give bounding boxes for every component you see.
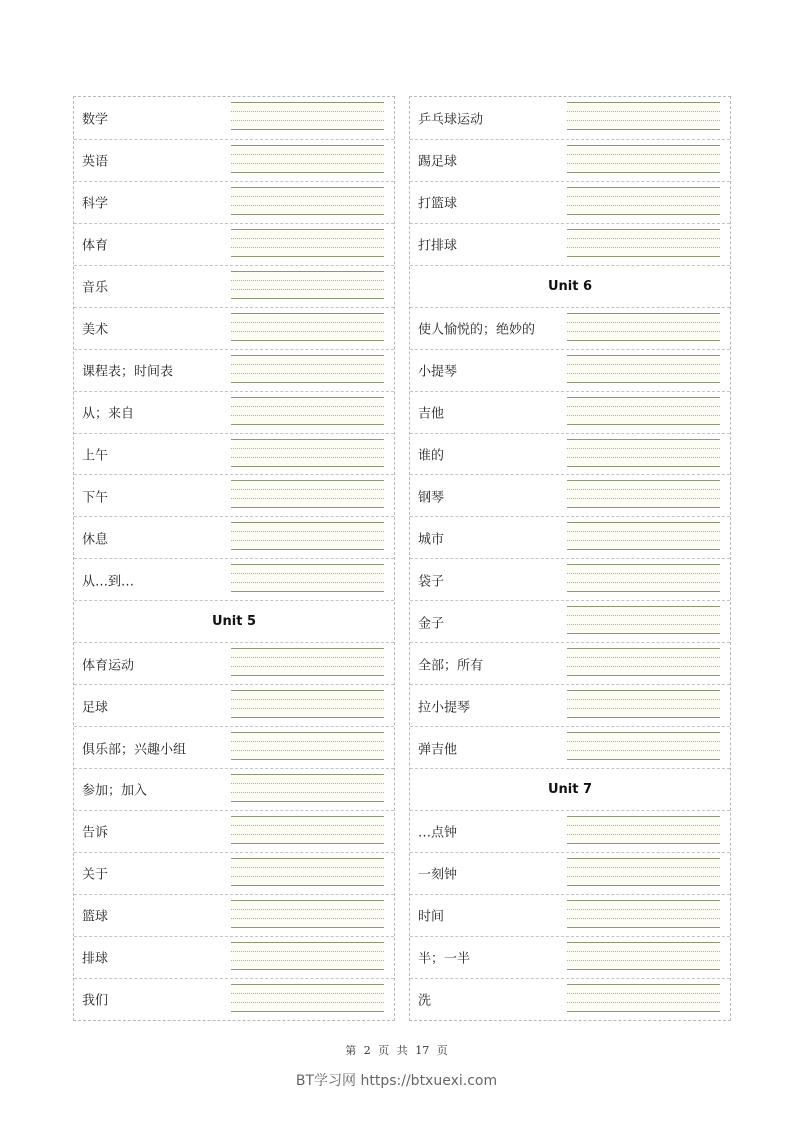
solid-guide-line xyxy=(231,145,384,146)
vocab-prompt: 从；来自 xyxy=(82,406,135,422)
dotted-guide-line xyxy=(567,415,720,416)
writing-lines[interactable] xyxy=(231,648,384,676)
dotted-guide-line xyxy=(231,876,384,877)
dotted-guide-line xyxy=(567,247,720,248)
vocab-row xyxy=(74,349,394,391)
solid-guide-line xyxy=(567,732,720,733)
writing-lines[interactable] xyxy=(231,355,384,383)
vocab-row xyxy=(410,516,730,558)
vocab-row xyxy=(410,474,730,516)
dotted-guide-line xyxy=(231,699,384,700)
vocab-row xyxy=(74,936,394,978)
writing-lines[interactable] xyxy=(567,480,720,508)
vocab-row xyxy=(74,558,394,600)
dotted-guide-line xyxy=(567,657,720,658)
solid-guide-line xyxy=(567,340,720,341)
dotted-guide-line xyxy=(231,373,384,374)
writing-lines[interactable] xyxy=(231,942,384,970)
solid-guide-line xyxy=(567,648,720,649)
dotted-guide-line xyxy=(231,708,384,709)
dotted-guide-line xyxy=(231,457,384,458)
site-watermark: BT学习网 https://btxuexi.com xyxy=(295,1073,498,1089)
dotted-guide-line xyxy=(231,657,384,658)
writing-lines[interactable] xyxy=(567,732,720,760)
vocab-row xyxy=(410,936,730,978)
vocab-prompt: 我们 xyxy=(82,993,109,1009)
vocab-row xyxy=(74,265,394,307)
vocab-row xyxy=(410,349,730,391)
vocab-prompt: 上午 xyxy=(82,448,109,464)
solid-guide-line xyxy=(567,129,720,130)
dotted-guide-line xyxy=(231,498,384,499)
solid-guide-line xyxy=(231,424,384,425)
solid-guide-line xyxy=(231,382,384,383)
dotted-guide-line xyxy=(231,825,384,826)
vocab-prompt: 打排球 xyxy=(418,238,458,254)
vocab-prompt: 使人愉悦的；绝妙的 xyxy=(418,322,536,338)
solid-guide-line xyxy=(567,214,720,215)
solid-guide-line xyxy=(231,858,384,859)
solid-guide-line xyxy=(231,214,384,215)
writing-lines[interactable] xyxy=(567,984,720,1012)
writing-lines[interactable] xyxy=(231,102,384,130)
solid-guide-line xyxy=(231,969,384,970)
writing-lines[interactable] xyxy=(567,229,720,257)
solid-guide-line xyxy=(231,466,384,467)
writing-lines[interactable] xyxy=(567,355,720,383)
solid-guide-line xyxy=(567,522,720,523)
solid-guide-line xyxy=(231,507,384,508)
solid-guide-line xyxy=(231,900,384,901)
solid-guide-line xyxy=(231,298,384,299)
dotted-guide-line xyxy=(231,582,384,583)
dotted-guide-line xyxy=(567,573,720,574)
dotted-guide-line xyxy=(567,238,720,239)
solid-guide-line xyxy=(231,102,384,103)
dotted-guide-line xyxy=(567,699,720,700)
dotted-guide-line xyxy=(567,834,720,835)
vocab-table-right xyxy=(409,96,731,1021)
vocab-prompt: 钢琴 xyxy=(418,490,445,506)
vocab-row xyxy=(74,852,394,894)
solid-guide-line xyxy=(567,984,720,985)
vocab-row xyxy=(74,642,394,684)
solid-guide-line xyxy=(567,187,720,188)
solid-guide-line xyxy=(231,759,384,760)
dotted-guide-line xyxy=(231,280,384,281)
vocab-prompt: 全部；所有 xyxy=(418,658,484,674)
solid-guide-line xyxy=(231,564,384,565)
dotted-guide-line xyxy=(231,289,384,290)
dotted-guide-line xyxy=(231,489,384,490)
dotted-guide-line xyxy=(231,993,384,994)
solid-guide-line xyxy=(567,382,720,383)
vocab-row xyxy=(410,181,730,223)
dotted-guide-line xyxy=(567,331,720,332)
dotted-guide-line xyxy=(567,951,720,952)
dotted-guide-line xyxy=(567,624,720,625)
unit-heading-row xyxy=(74,600,394,642)
dotted-guide-line xyxy=(567,163,720,164)
writing-lines[interactable] xyxy=(231,900,384,928)
dotted-guide-line xyxy=(231,331,384,332)
solid-guide-line xyxy=(567,927,720,928)
dotted-guide-line xyxy=(231,415,384,416)
dotted-guide-line xyxy=(231,406,384,407)
vocab-row xyxy=(410,852,730,894)
solid-guide-line xyxy=(567,942,720,943)
solid-guide-line xyxy=(567,424,720,425)
dotted-guide-line xyxy=(567,666,720,667)
solid-guide-line xyxy=(567,439,720,440)
dotted-guide-line xyxy=(231,909,384,910)
solid-guide-line xyxy=(567,397,720,398)
solid-guide-line xyxy=(231,984,384,985)
unit-heading: Unit 5 xyxy=(211,614,257,630)
solid-guide-line xyxy=(231,732,384,733)
dotted-guide-line xyxy=(567,406,720,407)
writing-lines[interactable] xyxy=(231,187,384,215)
dotted-guide-line xyxy=(231,531,384,532)
solid-guide-line xyxy=(231,271,384,272)
dotted-guide-line xyxy=(567,1002,720,1003)
dotted-guide-line xyxy=(231,783,384,784)
solid-guide-line xyxy=(231,774,384,775)
dotted-guide-line xyxy=(231,960,384,961)
vocab-prompt: 课程表；时间表 xyxy=(82,364,174,380)
dotted-guide-line xyxy=(231,867,384,868)
vocab-row xyxy=(410,978,730,1020)
solid-guide-line xyxy=(231,256,384,257)
vocab-row xyxy=(410,726,730,768)
solid-guide-line xyxy=(567,717,720,718)
writing-lines[interactable] xyxy=(231,858,384,886)
vocab-prompt: 数学 xyxy=(82,112,109,128)
dotted-guide-line xyxy=(567,373,720,374)
vocab-prompt: 小提琴 xyxy=(418,364,458,380)
vocab-row xyxy=(410,894,730,936)
vocab-row xyxy=(410,433,730,475)
dotted-guide-line xyxy=(231,163,384,164)
solid-guide-line xyxy=(567,759,720,760)
dotted-guide-line xyxy=(231,741,384,742)
vocab-row xyxy=(74,726,394,768)
vocab-row xyxy=(410,307,730,349)
solid-guide-line xyxy=(231,843,384,844)
solid-guide-line xyxy=(567,145,720,146)
vocab-prompt: 弹吉他 xyxy=(418,742,458,758)
dotted-guide-line xyxy=(567,531,720,532)
vocab-row xyxy=(410,684,730,726)
solid-guide-line xyxy=(231,1011,384,1012)
dotted-guide-line xyxy=(567,708,720,709)
solid-guide-line xyxy=(231,885,384,886)
solid-guide-line xyxy=(567,229,720,230)
solid-guide-line xyxy=(231,801,384,802)
dotted-guide-line xyxy=(567,111,720,112)
dotted-guide-line xyxy=(567,364,720,365)
solid-guide-line xyxy=(231,549,384,550)
solid-guide-line xyxy=(231,340,384,341)
writing-lines[interactable] xyxy=(231,480,384,508)
vocab-prompt: 体育 xyxy=(82,238,109,254)
vocab-row xyxy=(410,139,730,181)
solid-guide-line xyxy=(231,439,384,440)
solid-guide-line xyxy=(231,717,384,718)
dotted-guide-line xyxy=(567,876,720,877)
vocab-row xyxy=(74,684,394,726)
solid-guide-line xyxy=(231,522,384,523)
dotted-guide-line xyxy=(231,364,384,365)
writing-lines[interactable] xyxy=(567,522,720,550)
vocab-prompt: 金子 xyxy=(418,616,445,632)
vocab-row xyxy=(410,642,730,684)
vocab-row xyxy=(74,810,394,852)
dotted-guide-line xyxy=(567,448,720,449)
vocab-row xyxy=(74,768,394,810)
solid-guide-line xyxy=(567,969,720,970)
dotted-guide-line xyxy=(231,205,384,206)
dotted-guide-line xyxy=(231,238,384,239)
solid-guide-line xyxy=(567,606,720,607)
solid-guide-line xyxy=(567,313,720,314)
dotted-guide-line xyxy=(567,489,720,490)
vocab-prompt: 篮球 xyxy=(82,909,109,925)
solid-guide-line xyxy=(231,129,384,130)
solid-guide-line xyxy=(567,858,720,859)
solid-guide-line xyxy=(567,466,720,467)
writing-lines[interactable] xyxy=(231,984,384,1012)
vocab-prompt: 袋子 xyxy=(418,574,445,590)
solid-guide-line xyxy=(231,355,384,356)
dotted-guide-line xyxy=(567,993,720,994)
writing-lines[interactable] xyxy=(231,229,384,257)
vocab-prompt: …点钟 xyxy=(418,825,458,841)
dotted-guide-line xyxy=(567,750,720,751)
dotted-guide-line xyxy=(567,457,720,458)
dotted-guide-line xyxy=(567,909,720,910)
dotted-guide-line xyxy=(231,247,384,248)
solid-guide-line xyxy=(567,480,720,481)
solid-guide-line xyxy=(567,355,720,356)
solid-guide-line xyxy=(231,942,384,943)
writing-lines[interactable] xyxy=(567,858,720,886)
writing-lines[interactable] xyxy=(567,102,720,130)
solid-guide-line xyxy=(567,843,720,844)
vocab-row xyxy=(410,223,730,265)
solid-guide-line xyxy=(231,480,384,481)
dotted-guide-line xyxy=(567,196,720,197)
vocab-row xyxy=(410,600,730,642)
solid-guide-line xyxy=(231,591,384,592)
vocab-prompt: 从…到… xyxy=(82,574,135,590)
writing-lines[interactable] xyxy=(567,690,720,718)
solid-guide-line xyxy=(567,549,720,550)
solid-guide-line xyxy=(231,648,384,649)
vocab-row xyxy=(74,516,394,558)
dotted-guide-line xyxy=(231,120,384,121)
writing-lines[interactable] xyxy=(231,564,384,592)
vocab-prompt: 下午 xyxy=(82,490,109,506)
vocab-prompt: 英语 xyxy=(82,154,109,170)
dotted-guide-line xyxy=(231,750,384,751)
writing-lines[interactable] xyxy=(231,145,384,173)
writing-lines[interactable] xyxy=(231,397,384,425)
solid-guide-line xyxy=(231,187,384,188)
solid-guide-line xyxy=(567,591,720,592)
solid-guide-line xyxy=(567,1011,720,1012)
solid-guide-line xyxy=(231,397,384,398)
vocab-row xyxy=(74,223,394,265)
dotted-guide-line xyxy=(567,918,720,919)
dotted-guide-line xyxy=(567,960,720,961)
writing-lines[interactable] xyxy=(231,313,384,341)
vocab-row xyxy=(74,894,394,936)
vocab-row xyxy=(410,558,730,600)
vocab-prompt: 城市 xyxy=(418,532,445,548)
unit-heading: Unit 7 xyxy=(547,782,593,797)
writing-lines[interactable] xyxy=(231,816,384,844)
writing-lines[interactable] xyxy=(567,145,720,173)
solid-guide-line xyxy=(231,172,384,173)
solid-guide-line xyxy=(567,564,720,565)
solid-guide-line xyxy=(567,816,720,817)
vocab-prompt: 拉小提琴 xyxy=(418,700,471,716)
solid-guide-line xyxy=(231,675,384,676)
vocab-prompt: 时间 xyxy=(418,909,445,925)
vocab-row xyxy=(74,139,394,181)
solid-guide-line xyxy=(567,172,720,173)
vocab-prompt: 洗 xyxy=(418,993,432,1009)
dotted-guide-line xyxy=(231,196,384,197)
writing-lines[interactable] xyxy=(567,900,720,928)
dotted-guide-line xyxy=(567,615,720,616)
dotted-guide-line xyxy=(231,448,384,449)
solid-guide-line xyxy=(567,690,720,691)
vocab-prompt: 休息 xyxy=(82,532,109,548)
vocab-prompt: 体育运动 xyxy=(82,658,135,674)
solid-guide-line xyxy=(567,885,720,886)
vocab-prompt: 音乐 xyxy=(82,280,109,296)
page-indicator: 第 2 页 共 17 页 xyxy=(345,1044,448,1057)
unit-heading: Unit 6 xyxy=(547,278,593,294)
vocab-prompt: 足球 xyxy=(82,700,109,716)
vocab-prompt: 科学 xyxy=(82,196,109,212)
dotted-guide-line xyxy=(567,205,720,206)
vocab-prompt: 吉他 xyxy=(418,406,445,422)
writing-lines[interactable] xyxy=(231,439,384,467)
dotted-guide-line xyxy=(231,540,384,541)
dotted-guide-line xyxy=(231,951,384,952)
vocab-row xyxy=(74,433,394,475)
dotted-guide-line xyxy=(231,792,384,793)
vocab-prompt: 参加；加入 xyxy=(82,783,148,799)
solid-guide-line xyxy=(231,313,384,314)
solid-guide-line xyxy=(231,927,384,928)
unit-heading-row xyxy=(410,768,730,810)
vocab-row xyxy=(410,810,730,852)
vocab-row xyxy=(74,978,394,1020)
writing-lines[interactable] xyxy=(231,690,384,718)
solid-guide-line xyxy=(567,507,720,508)
vocab-prompt: 关于 xyxy=(82,867,109,883)
dotted-guide-line xyxy=(231,666,384,667)
writing-lines[interactable] xyxy=(567,606,720,634)
writing-lines[interactable] xyxy=(567,942,720,970)
vocab-row xyxy=(410,391,730,433)
dotted-guide-line xyxy=(567,498,720,499)
writing-lines[interactable] xyxy=(567,439,720,467)
solid-guide-line xyxy=(567,900,720,901)
dotted-guide-line xyxy=(567,582,720,583)
writing-lines[interactable] xyxy=(231,522,384,550)
solid-guide-line xyxy=(231,690,384,691)
vocab-prompt: 告诉 xyxy=(82,825,109,841)
dotted-guide-line xyxy=(567,867,720,868)
dotted-guide-line xyxy=(231,834,384,835)
dotted-guide-line xyxy=(231,322,384,323)
vocab-prompt: 排球 xyxy=(82,951,109,967)
vocab-prompt: 一刻钟 xyxy=(418,867,458,883)
vocab-prompt: 美术 xyxy=(82,322,109,338)
dotted-guide-line xyxy=(231,154,384,155)
writing-lines[interactable] xyxy=(567,648,720,676)
vocab-row xyxy=(410,97,730,139)
dotted-guide-line xyxy=(231,111,384,112)
dotted-guide-line xyxy=(231,918,384,919)
dotted-guide-line xyxy=(567,540,720,541)
vocab-prompt: 谁的 xyxy=(418,448,445,464)
writing-lines[interactable] xyxy=(231,774,384,802)
solid-guide-line xyxy=(567,256,720,257)
solid-guide-line xyxy=(567,633,720,634)
writing-lines[interactable] xyxy=(567,397,720,425)
vocab-row xyxy=(74,181,394,223)
writing-lines[interactable] xyxy=(567,313,720,341)
vocab-table-left xyxy=(73,96,395,1021)
vocab-prompt: 打篮球 xyxy=(418,196,458,212)
writing-lines[interactable] xyxy=(567,564,720,592)
writing-lines[interactable] xyxy=(567,816,720,844)
dotted-guide-line xyxy=(231,573,384,574)
vocab-prompt: 乒乓球运动 xyxy=(418,112,484,128)
vocab-prompt: 半；一半 xyxy=(418,951,471,967)
vocab-row xyxy=(74,391,394,433)
unit-heading-row xyxy=(410,265,730,307)
vocab-row xyxy=(74,97,394,139)
writing-lines[interactable] xyxy=(231,732,384,760)
dotted-guide-line xyxy=(567,322,720,323)
dotted-guide-line xyxy=(567,825,720,826)
dotted-guide-line xyxy=(231,1002,384,1003)
vocab-row xyxy=(74,474,394,516)
vocab-prompt: 俱乐部；兴趣小组 xyxy=(82,742,187,758)
dotted-guide-line xyxy=(567,741,720,742)
solid-guide-line xyxy=(231,229,384,230)
solid-guide-line xyxy=(231,816,384,817)
solid-guide-line xyxy=(567,102,720,103)
writing-lines[interactable] xyxy=(567,187,720,215)
vocab-row xyxy=(74,307,394,349)
dotted-guide-line xyxy=(567,120,720,121)
vocab-prompt: 踢足球 xyxy=(418,154,458,170)
dotted-guide-line xyxy=(567,154,720,155)
writing-lines[interactable] xyxy=(231,271,384,299)
solid-guide-line xyxy=(567,675,720,676)
